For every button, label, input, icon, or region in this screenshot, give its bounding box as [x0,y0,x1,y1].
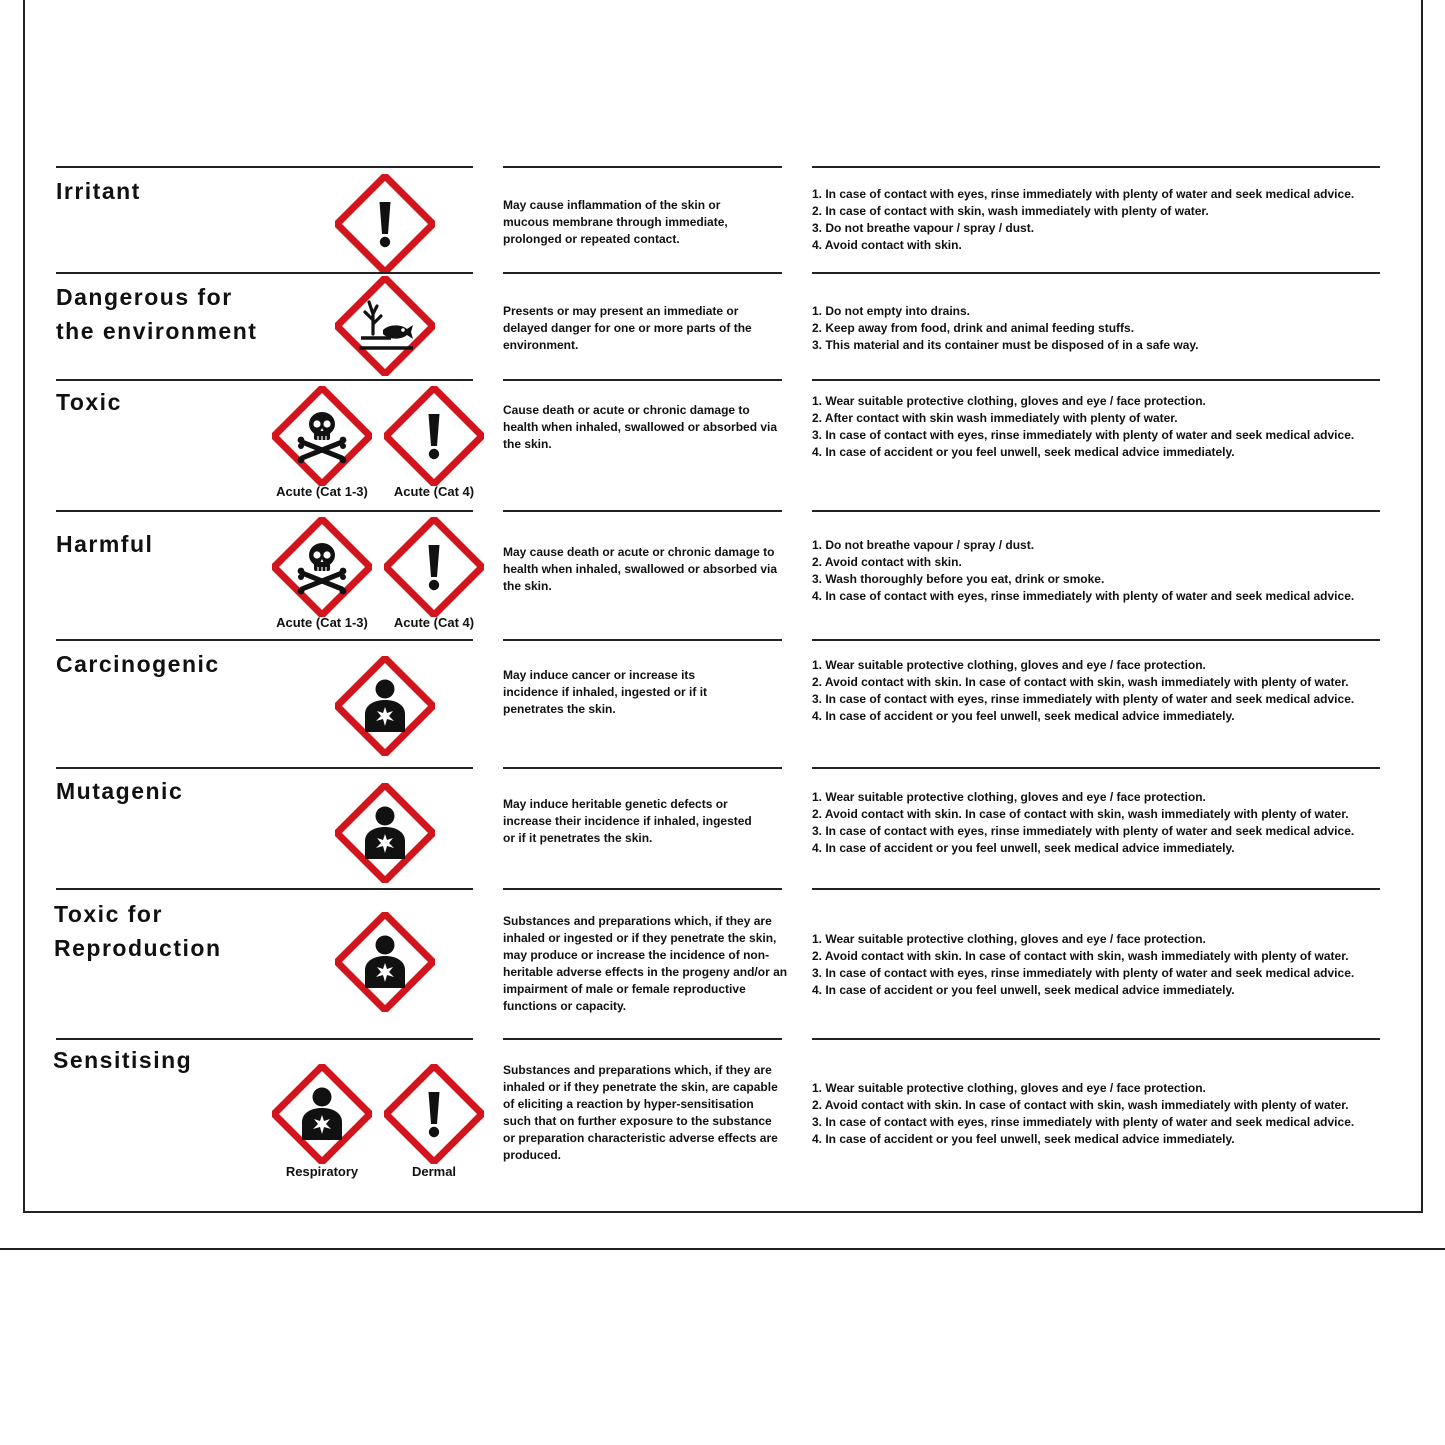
exclamation-mark-icon [335,174,435,274]
precaution-item: 4. In case of accident or you feel unwell, seek medical advice immediately. [812,983,1235,997]
precaution-item: 3. Do not breathe vapour / spray / dust. [812,221,1035,235]
row-divider [56,1038,473,1040]
row-divider [503,767,782,769]
hazard-title: Sensitising [53,1047,193,1073]
precaution-item: 3. This material and its container must be disposed of in a safe way. [812,338,1199,352]
row-divider [503,272,782,274]
hazard-title: Toxic for Reproduction [54,901,222,961]
hazard-description: Substances and preparations which, if they are inhaled or if they penetrate the skin, are capable of eliciting a reaction by hyper-sensitisation such that on further exposure to the substance or preparation characteristic adverse effects are produced. [503,1063,778,1162]
pictogram-label: Acute (Cat 4) [393,615,475,630]
precaution-item: 3. In case of contact with eyes, rinse immediately with plenty of water and seek medical advice. [812,824,1355,838]
row-divider [503,888,782,890]
precaution-item: 1. Do not empty into drains. [812,304,971,318]
row-divider [812,166,1380,168]
precaution-item: 2. Avoid contact with skin. In case of contact with skin, wash immediately with plenty of water. [812,949,1349,963]
health-hazard-icon [272,1064,372,1164]
row-divider [503,1038,782,1040]
row-divider [56,166,473,168]
precaution-item: 1. Wear suitable protective clothing, gloves and eye / face protection. [812,1081,1206,1095]
precaution-item: 2. Keep away from food, drink and animal feeding stuffs. [812,321,1135,335]
health-hazard-icon [335,656,435,756]
row-divider [812,639,1380,641]
precaution-item: 4. In case of accident or you feel unwell, seek medical advice immediately. [812,1132,1235,1146]
exclamation-mark-icon [384,517,484,617]
precaution-item: 4. In case of contact with eyes, rinse immediately with plenty of water and seek medical advice. [812,589,1355,603]
row-divider [56,767,473,769]
precaution-item: 1. Wear suitable protective clothing, gloves and eye / face protection. [812,790,1206,804]
hazard-title: Dangerous for the environment [56,284,258,344]
health-hazard-icon [335,912,435,1012]
precaution-item: 1. Wear suitable protective clothing, gloves and eye / face protection. [812,394,1206,408]
skull-crossbones-icon [272,517,372,617]
hazard-title: Toxic [56,389,122,415]
hazard-title: Harmful [56,531,154,557]
hazard-description: May cause inflammation of the skin or mucous membrane through immediate, prolonged or repeated contact. [503,198,728,246]
precaution-item: 4. In case of accident or you feel unwell, seek medical advice immediately. [812,841,1235,855]
hazard-description: Cause death or acute or chronic damage to health when inhaled, swallowed or absorbed via the skin. [503,403,778,451]
row-divider [812,888,1380,890]
row-divider [56,510,473,512]
precaution-item: 3. In case of contact with eyes, rinse immediately with plenty of water and seek medical advice. [812,1115,1355,1129]
precaution-item: 4. In case of accident or you feel unwell, seek medical advice immediately. [812,709,1235,723]
precautions-list [812,789,1412,857]
row-divider [56,639,473,641]
precaution-item: 2. In case of contact with skin, wash immediately with plenty of water. [812,204,1209,218]
row-divider [503,166,782,168]
row-divider [503,379,782,381]
precaution-item: 4. In case of accident or you feel unwell, seek medical advice immediately. [812,445,1235,459]
precaution-item: 2. Avoid contact with skin. In case of contact with skin, wash immediately with plenty of water. [812,807,1349,821]
row-divider [503,639,782,641]
skull-crossbones-icon [272,386,372,486]
precautions-list [812,1080,1412,1148]
precaution-item: 2. Avoid contact with skin. In case of contact with skin, wash immediately with plenty of water. [812,1098,1349,1112]
precaution-item: 1. Do not breathe vapour / spray / dust. [812,538,1035,552]
row-divider [56,272,473,274]
precaution-item: 4. Avoid contact with skin. [812,238,962,252]
precaution-item: 1. Wear suitable protective clothing, gloves and eye / face protection. [812,932,1206,946]
hazard-title: Irritant [56,178,141,204]
precaution-item: 2. Avoid contact with skin. In case of contact with skin, wash immediately with plenty of water. [812,675,1349,689]
precaution-item: 2. After contact with skin wash immediately with plenty of water. [812,411,1178,425]
precaution-item: 3. In case of contact with eyes, rinse immediately with plenty of water and seek medical advice. [812,692,1355,706]
precaution-item: 3. In case of contact with eyes, rinse immediately with plenty of water and seek medical advice. [812,966,1355,980]
health-hazard-icon [335,783,435,883]
exclamation-mark-icon [384,386,484,486]
precautions-list [812,303,1412,354]
precaution-item: 3. In case of contact with eyes, rinse immediately with plenty of water and seek medical advice. [812,428,1355,442]
row-divider [812,379,1380,381]
page-divider [0,1248,1445,1250]
hazard-description: Substances and preparations which, if they are inhaled or ingested or if they penetrate the skin, may produce or increase the incidence of non-heritable adverse effects in the progeny and/or an impairment of male or female reproductive functions or capacity. [503,914,788,1013]
precaution-item: 2. Avoid contact with skin. [812,555,962,569]
precautions-list [812,186,1412,254]
row-divider [812,272,1380,274]
precaution-item: 1. In case of contact with eyes, rinse immediately with plenty of water and seek medical advice. [812,187,1355,201]
precautions-list [812,657,1412,725]
pictogram-label: Dermal [411,1164,457,1179]
row-divider [56,379,473,381]
hazard-description: May induce heritable genetic defects or increase their incidence if inhaled, ingested or if it penetrates the skin. [503,797,752,845]
pictogram-label: Acute (Cat 4) [393,484,475,499]
row-divider [812,510,1380,512]
hazard-title: Mutagenic [56,778,184,804]
row-divider [56,888,473,890]
precaution-item: 3. Wash thoroughly before you eat, drink or smoke. [812,572,1105,586]
exclamation-mark-icon [384,1064,484,1164]
pictogram-label: Acute (Cat 1-3) [276,615,368,630]
hazard-title: Carcinogenic [56,651,220,677]
precautions-list [812,537,1412,605]
hazard-description: Presents or may present an immediate or delayed danger for one or more parts of the environment. [503,304,752,352]
pictogram-label: Acute (Cat 1-3) [276,484,368,499]
row-divider [812,767,1380,769]
pictogram-label: Respiratory [285,1164,359,1179]
row-divider [812,1038,1380,1040]
hazard-description: May induce cancer or increase its incidence if inhaled, ingested or if it penetrates the skin. [503,668,708,716]
precaution-item: 1. Wear suitable protective clothing, gloves and eye / face protection. [812,658,1206,672]
precautions-list [812,931,1412,999]
environment-icon [335,276,435,376]
hazard-description: May cause death or acute or chronic damage to health when inhaled, swallowed or absorbed via the skin. [503,545,778,593]
precautions-list [812,393,1412,461]
row-divider [503,510,782,512]
